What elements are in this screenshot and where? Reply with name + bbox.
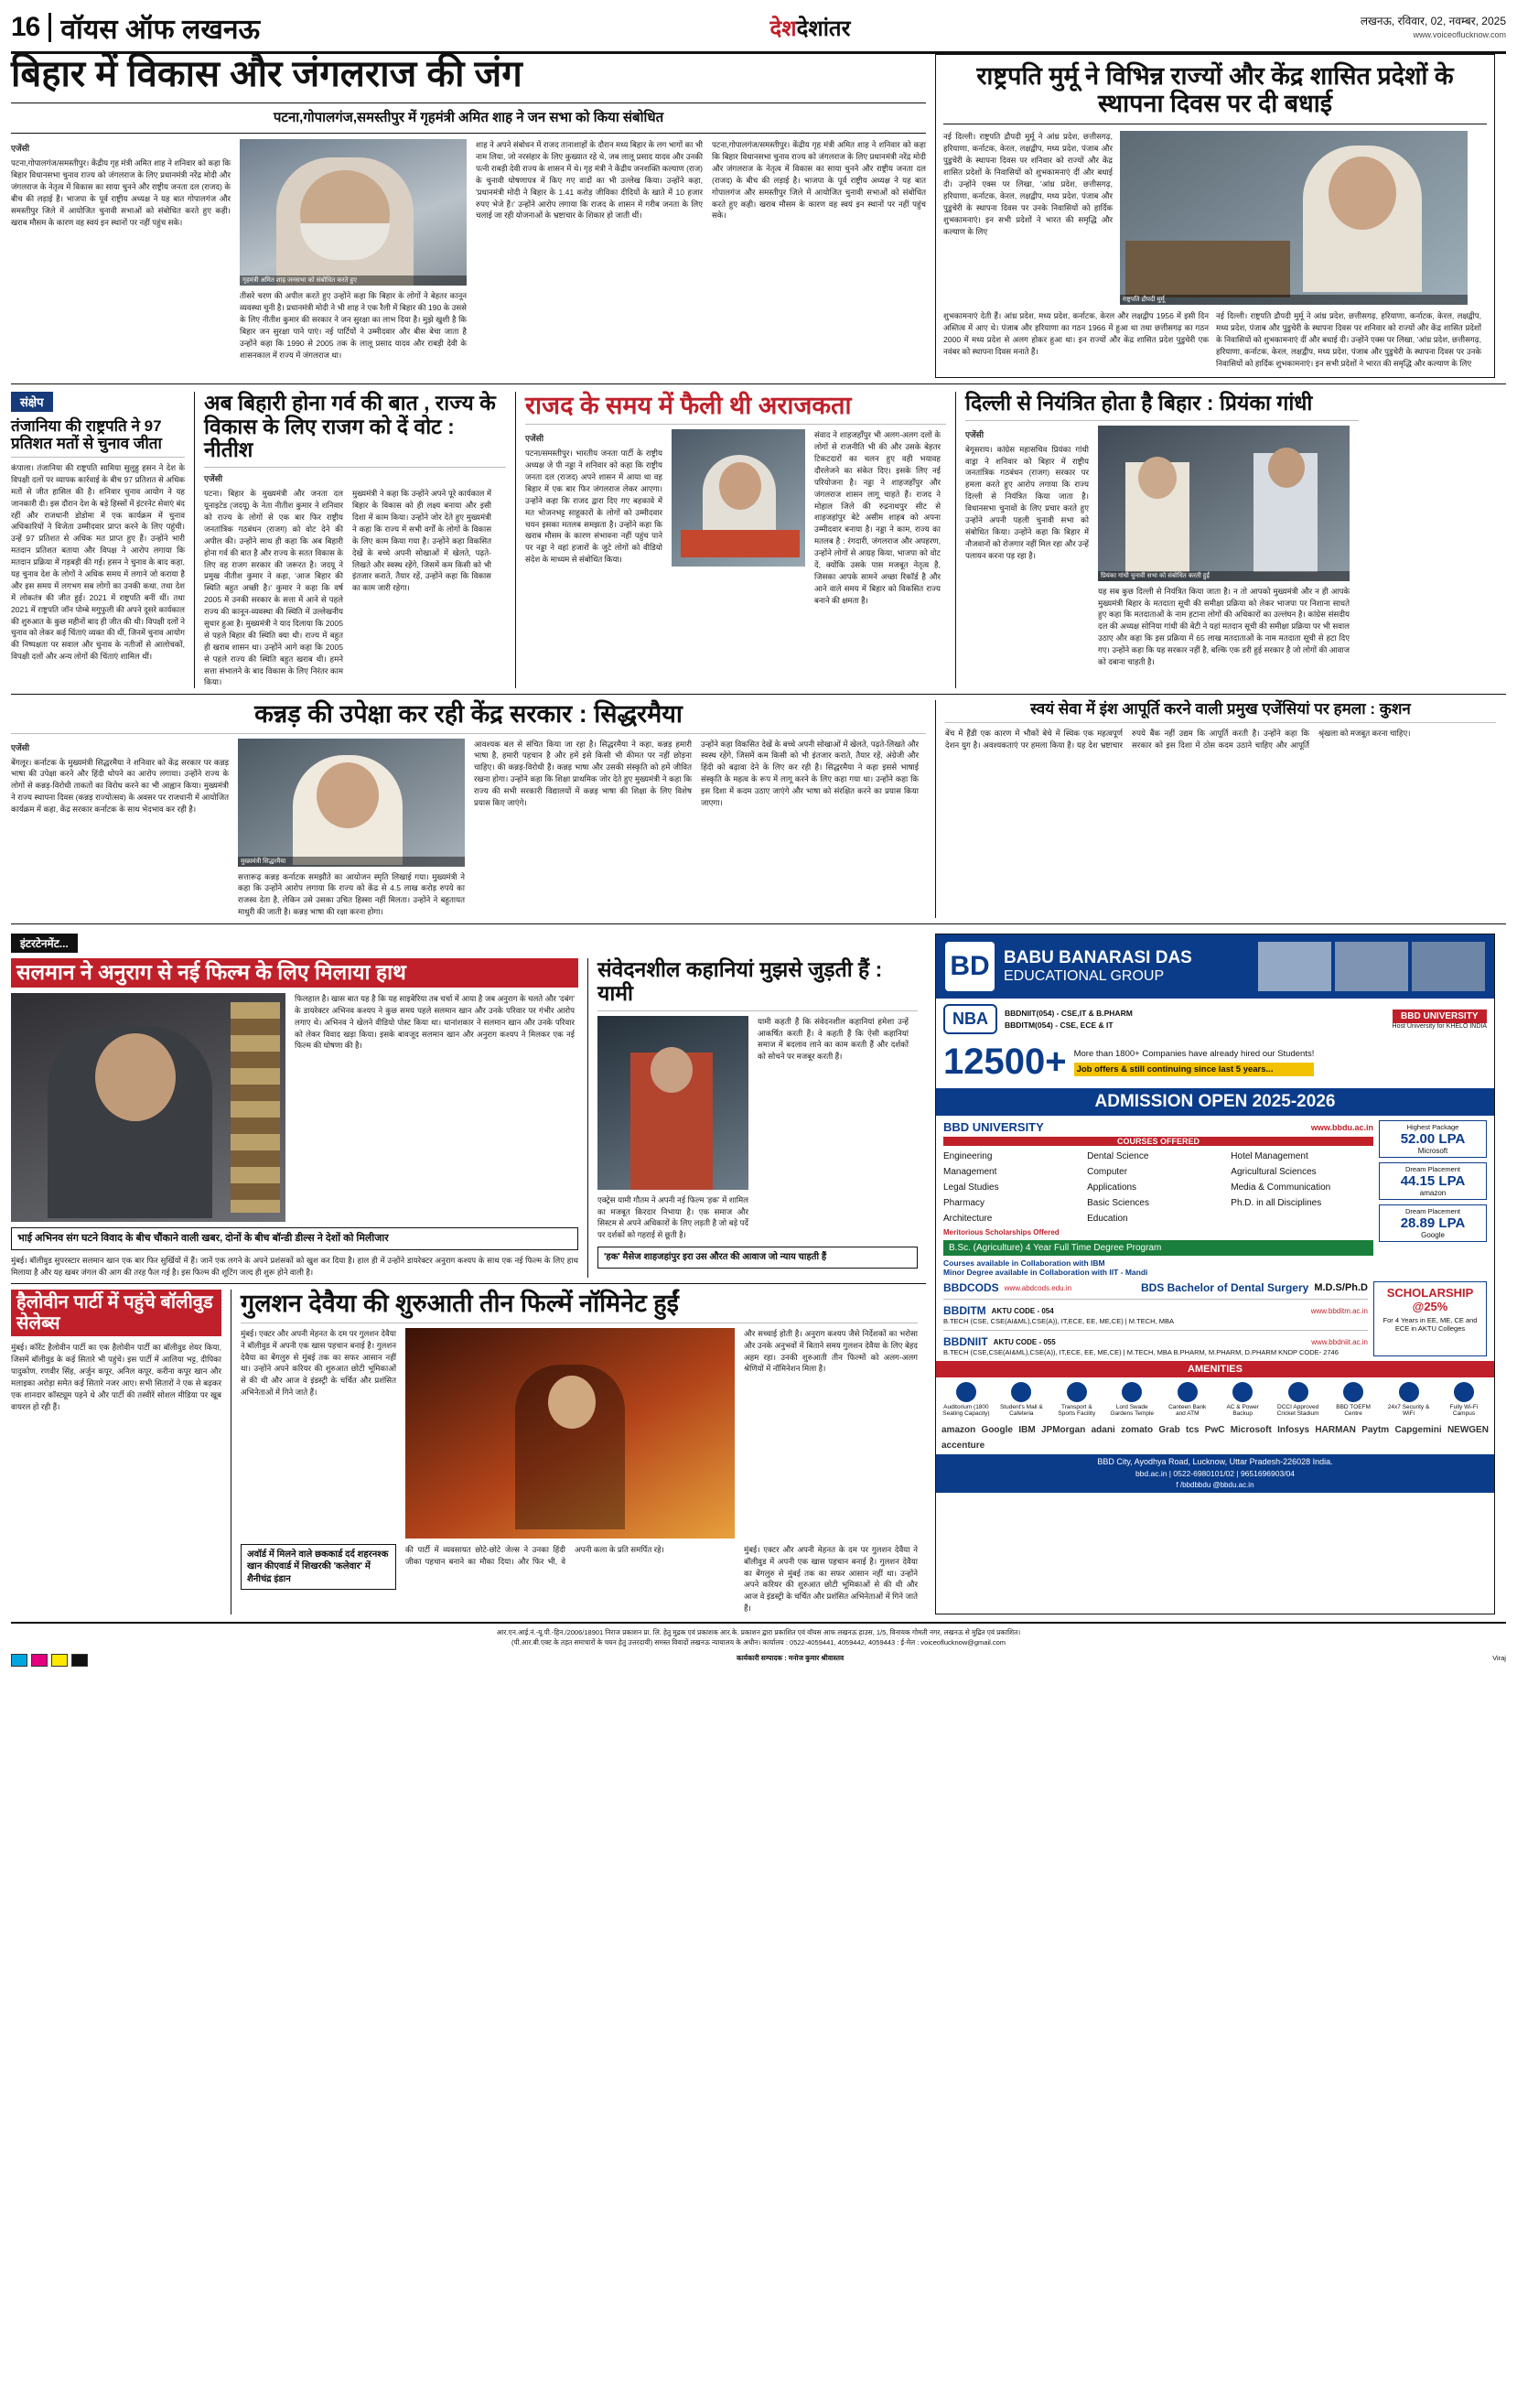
ad-package-label: Dream Placement	[1404, 1165, 1461, 1174]
section-title-red: देश	[769, 16, 797, 41]
amenity-item: Fully Wi-Fi Campus	[1439, 1382, 1489, 1417]
halloween-headline: हैलोवीन पार्टी में पहुंचे बॉलीवुड सेलेब्स	[16, 1292, 213, 1334]
ad-college-courses: B.TECH (CSE, CSE(AI&ML),CSE(A)), IT,ECE, EE, ME,CE) | M.TECH, MBA	[943, 1317, 1174, 1326]
yami-col-2: यामी कहती हैं कि संवेदनशील कहानियां हमेशा उन्हें आकर्षित करती हैं। वे कहती हैं कि ऐसी कहानियां समाज में बदलाव लाने का काम करती हैं और दर्शकों को सोचने पर मजबूर करती हैं।	[758, 1016, 909, 1062]
lead-col-4: पटना,गोपालगंज/समस्तीपुर। केंद्रीय गृह मंत्री अमित शाह ने शनिवार को कहा कि बिहार विधानसभा चुनाव राज्य को जंगलराज के लिए प्रधानमंत्री नरेंद्र मोदी और जंगलराज के नेतृत्व में विकास का साया चुनने और राष्ट्रीय जनता दल (राजद) के बीच की लड़ाई है। भाजपा के पूर्व राष्ट्रीय अध्यक्ष ने यह बात गोपालगंज और समस्तीपुर जिले में आयोजित चुनावी सभाओं को संबोधित करते हुए कही। खराब मौसम के कारण वह स्वयं इन स्थानों पर नहीं पहुंच सके।	[712, 140, 926, 221]
ad-college-name: BBDITM	[943, 1304, 986, 1318]
ad-agri-line: B.Sc. (Agriculture) 4 Year Full Time Degree Program	[943, 1240, 1373, 1256]
yami-photo	[597, 1016, 748, 1190]
middle-section	[11, 392, 1506, 688]
ad-nba-line-1: BBDNIIT(054) - CSE,IT & B.PHARM	[1005, 1008, 1133, 1018]
gulshan-col-1: मुंबई। एक्टर और अपनी मेहनत के दम पर गुलशन देवैया ने बॉलीवुड में अपनी एक खास पहचान बनाई है। गुलशन देवैया का बेंगलुरु से मुंबई तक का सफर आसान नहीं था। उन्होंने अपने करियर की शुरुआत छोटी भूमिकाओं से की थी और आज वे इंडस्ट्री के चर्चित और प्रशंसित अभिनेताओं में गिने जाते हैं।	[241, 1328, 396, 1398]
entertainment-tag: इंटरटेनमेंट...	[11, 934, 78, 953]
ad-scholarship-small: For 4 Years in EE, ME, CE and ECE in AKTU Colleges	[1383, 1316, 1478, 1334]
nitish-story	[194, 392, 506, 688]
amenity-icon	[1288, 1382, 1308, 1402]
recruiter-logo: Google	[981, 1425, 1013, 1436]
footer-line-2: (पी.आर.बी.एक्ट के तहत समाचारों के चयन हेतु उत्तरदायी) समस्त विवादों लखनऊ न्यायालय के अधीन। कार्यालय : 0522-4059441, 4059442, 4059443 : ई-मेल : voiceoflucknow@gmail.com	[511, 1638, 1006, 1647]
ad-course-item: Hotel Management	[1231, 1151, 1308, 1162]
amenity-icon	[1232, 1382, 1253, 1402]
amenity-icon	[1454, 1382, 1474, 1402]
ad-package-company: Microsoft	[1417, 1147, 1448, 1156]
footer-editor: कार्यकारी सम्पादक : मनोज कुमार श्रीवास्तव	[736, 1653, 845, 1662]
recruiter-logo: accenture	[941, 1441, 985, 1452]
yami-story	[587, 958, 918, 1278]
amenity-item: 24x7 Security & WiFi	[1384, 1382, 1434, 1417]
salman-story	[11, 958, 578, 1278]
recruiter-logo: JPMorgan	[1040, 1425, 1086, 1436]
recruiter-logo: tcs	[1186, 1425, 1200, 1436]
lead-agency: एजेंसी	[11, 144, 30, 154]
ad-college-name: BBDNIIT	[943, 1335, 988, 1349]
ad-amenities-list	[936, 1377, 1494, 1421]
ad-nba-band: NBA BBDNIIT(054) - CSE,IT & B.PHARM BBDITM(054) - CSE, ECE & IT BBD UNIVERSITY Host University for KHELO INDIA	[936, 999, 1494, 1040]
masthead-divider	[48, 13, 51, 42]
website-url: www.voiceoflucknow.com	[1413, 30, 1506, 40]
priyanka-agency: एजेंसी	[965, 429, 984, 439]
ad-college-name: BBDCODS	[943, 1281, 999, 1295]
page-number: 16	[11, 12, 40, 42]
ad-address: BBD City, Ayodhya Road, Lucknow, Uttar Pradesh-226028 India.	[936, 1454, 1494, 1469]
ad-group-sub: EDUCATIONAL GROUP	[1004, 967, 1165, 984]
rjd-col-1: पटना/समस्तीपुर। भारतीय जनता पार्टी के राष्ट्रीय अध्यक्ष जे पी नड्डा ने शनिवार को कहा कि राष्ट्रीय जनता दल (राजद) अपने शासन में आया था वह बिहार में एक बार फिर जंगलराज लेकर आएगा। उन्होंने कहा कि राजद द्वारा दिए गए बहकावे में मत भोजनभट्ट साहूकारों के लोगों को उम्मीदवार चयन इसका मतलब समझता है। उन्होंने कहा कि खराब मौसम के कारण संभावना नहीं पहुंच पाने पर नड्डा ने वहां हजारों के जुटे लोगों को वीडियो संदेश के माध्यम से संबोधित किया।	[525, 448, 662, 565]
recruiter-logo: PwC	[1204, 1425, 1225, 1436]
amenity-item: Transport & Sports Facility	[1052, 1382, 1102, 1417]
ad-package-value: 52.00 LPA	[1400, 1131, 1466, 1148]
ad-job-offers: Job offers & still continuing since last 5 years...	[1074, 1063, 1315, 1076]
recruiter-logo: adani	[1091, 1425, 1115, 1436]
ad-college-url[interactable]: www.bbditm.ac.in	[1310, 1306, 1368, 1315]
ad-course-item: Architecture	[943, 1214, 993, 1225]
gulshan-col-2: और सच्चाई होती है। अनुराग कश्यप जैसे निर्देशकों का भरोसा और उनके अनुभवों में बिताने समय गुलशन देवैया के लिए बेहद अहम रहा। उनकी शुरुआती तीन फिल्मों को अलग-अलग श्रेणियों में नॉमिनेशन मिला है।	[744, 1328, 918, 1374]
rjd-story	[515, 392, 946, 688]
ad-package-company: Google	[1421, 1231, 1445, 1240]
nadda-photo	[672, 429, 805, 567]
lead-headline: बिहार में विकास और जंगलराज की जंग	[11, 54, 522, 94]
ad-college-extra: M.D.S/Ph.D	[1314, 1282, 1368, 1294]
ad-university-url[interactable]: www.bbdu.ac.in	[1310, 1122, 1373, 1132]
cmyk-m	[31, 1654, 48, 1667]
cmyk-c	[11, 1654, 27, 1667]
halloween-story	[11, 1290, 221, 1614]
ad-course-item: Dental Science	[1087, 1151, 1149, 1162]
president-story	[935, 54, 1495, 378]
ad-header	[936, 934, 1494, 999]
amenity-icon	[956, 1382, 976, 1402]
paper-name: वॉयस ऑफ लखनऊ	[60, 14, 261, 45]
president-headline: राष्ट्रपति मुर्मू ने विभिन्न राज्यों और केंद्र शासित प्रदेशों के स्थापना दिवस पर दी बधाई	[976, 62, 1454, 118]
sid-col-4: उन्होंने कहा विकसित देखें के बच्चे अपनी सोखाओं में खेलते, पढ़ते-लिखते और स्वस्थ रहेंगे, जिसमें कम किसी को भी इंतजार कराते, तैयार रहें, अंग्रेजी और हिंदी को बढ़ावा देने के लिए कर रही है। सिद्धरमैया ने कहा इससे भाषाई संस्कृति के महत्व के रूप में लागू करने के लिए कहा गया था। उन्होंने कहा कि इस दिशा में कदम उठाए जाएंगे और भाषा को संरक्षित करने का प्रयास किया जाएगा।	[701, 739, 919, 807]
ad-college-code: AKTU CODE - 054	[991, 1306, 1054, 1315]
priyanka-headline: दिल्ली से नियंत्रित होता है बिहार : प्रियंका गांधी	[965, 390, 1313, 415]
ad-course-item: Management	[943, 1167, 997, 1178]
top-section	[11, 54, 1506, 378]
ad-contact[interactable]: bbd.ac.in | 0522-6980101/02 | 9651696903/04	[936, 1469, 1494, 1481]
president-col-3: नई दिल्ली। राष्ट्रपति द्रौपदी मुर्मू ने आंध्र प्रदेश, छत्तीसगढ़, हरियाणा, कर्नाटक, केरल, लक्षद्वीप, मध्य प्रदेश, पंजाब और पुडुचेरी के स्थापना दिवस पर शनिवार को राज्यों और केंद्र शासित प्रदेशों के निवासियों को शुभकामनाएं दीं और बधाई दी। उन्होंने एक्स पर लिखा, 'आंध्र प्रदेश, छत्तीसगढ़, हरियाणा, कर्नाटक, केरल, लक्षद्वीप, मध्य प्रदेश, पंजाब और पुडुचेरी के स्थापना दिवस पर उनके निवासियों को हार्दिक शुभकामनाएं। इन सभी प्रदेशों ने भारत की समृद्धि और कल्याण के लिए	[1216, 311, 1481, 369]
rjd-headline: राजद के समय में फैली थी अराजकता	[525, 391, 852, 419]
ad-scholarship-big: SCHOLARSHIP @25%	[1386, 1286, 1474, 1314]
recruiter-logo: NEWGEN	[1447, 1425, 1489, 1436]
amenity-icon	[1399, 1382, 1419, 1402]
section-title	[260, 13, 1361, 43]
sangrah-column	[11, 392, 185, 688]
ad-college-courses: B.TECH (CSE,CSE(AI&ML),CSE(A)), IT,ECE, EE, ME,CE) | M.TECH, MBA B.PHARM, M.PHARM, D.PHARM KNDP CODE- 2746	[943, 1348, 1339, 1357]
sangrah-label: संक्षेप	[11, 392, 53, 412]
salman-highlight: भाई अभिनव संग घटने विवाद के बीच चौंकाने वाली खबर, दोनों के बीच बॉन्डी डील्स ने देशों को मिलीजार	[17, 1232, 389, 1244]
priyanka-story	[955, 392, 1359, 688]
ad-bbd-university-tag: BBD UNIVERSITY	[1393, 1010, 1487, 1023]
ad-placement-number: 12500+	[943, 1042, 1067, 1083]
president-photo	[1120, 131, 1468, 305]
gulshan-col-4: मुंबई। एक्टर और अपनी मेहनत के दम पर गुलशन देवैया ने बॉलीवुड में अपनी एक खास पहचान बनाई है। गुलशन देवैया का बेंगलुरु से मुंबई तक का सफर आसान नहीं था। उन्होंने अपने करियर की शुरुआत छोटी भूमिकाओं से की थी और आज वे इंडस्ट्री के चर्चित और प्रशंसित अभिनेताओं में गिने जाते हैं।	[744, 1544, 918, 1614]
ad-college-url[interactable]: www.bbdniit.ac.in	[1311, 1337, 1368, 1346]
sid-col-1: बेंगलूर। कर्नाटक के मुख्यमंत्री सिद्धरमैया ने शनिवार को केंद्र सरकार पर कन्नड़ भाषा की उपेक्षा करने और हिंदी थोपने का आरोप लगाया। उन्होंने राज्य के लोगों से कन्नड़-विरोधी ताकतों का विरोध करने का भी आह्वान किया। मुख्यमंत्री ने राज्य स्थापना दिवस (कन्नड़ राज्योत्सव) के अवसर पर राजधानी में आयोजित कार्यक्रम में कहा, केंद्र सरकार कर्नाटक के साथ भेदभाव कर रही है।	[11, 757, 229, 815]
sangrah-headline: तंजानिया की राष्ट्रपति ने 97 प्रतिशत मतों से चुनाव जीता	[11, 416, 162, 452]
advertisement[interactable]	[935, 934, 1495, 1614]
amenity-item: AC & Power Backup	[1218, 1382, 1267, 1417]
priyanka-col-1: बेगूसराय। कांग्रेस महासचिव प्रियंका गांधी वाड्रा ने शनिवार को बिहार में राष्ट्रीय जनतांत्रिक गठबंधन (राजग) सरकार पर हमला करते हुए आरोप लगाया कि राज्य दिल्ली से नियंत्रित किया जाता है। विधानसभा चुनावों के लिए प्रचार करते हुए उन्होंने अपनी पहली चुनावी सभा को संबोधित किया। उन्होंने कहा कि बिहार में नौजवानों को रोजगार नहीं मिल रहा और उन्हें पलायन करना पड़ रहा है।	[965, 444, 1089, 560]
lead-subhead: पटना,गोपालगंज,समस्तीपुर में गृहमंत्री अमित शाह ने जन सभा को किया संबोधित	[273, 109, 664, 125]
ad-package-label: Highest Package	[1406, 1123, 1459, 1132]
rjd-agency: एजेंसी	[525, 434, 544, 444]
gulshan-photo	[405, 1328, 735, 1539]
nitish-col-1: पटना। बिहार के मुख्यमंत्री और जनता दल यूनाइटेड (जदयू) के नेता नीतीश कुमार ने शनिवार को राज्य के लोगों से एक बार फिर राष्ट्रीय जनतांत्रिक गठबंधन (राजग) को वोट देने की अपील की। उन्होंने साथ ही कहा कि अब बिहारी होना गर्व की बात है और राज्य के सतत विकास के लिए वह राजग सरकार की जरूरत है। जदयू ने प्रमुख नीतीश कुमार ने कहा, 'आज बिहार की स्थिति बहुत अच्छी है।' कुमार ने कहा कि वर्ष 2005 में उनकी सरकार के सत्ता में आने से पहले राज्य की कानून-व्यवस्था की स्थिति में उल्लेखनीय सुधार हुआ है। मुख्यमंत्री ने याद दिलाया कि 2005 से पहले बिहार की स्थिति क्या थी। राज्य में बहुत ही खराब शासन था। उन्होंने आगे कहा कि 2005 से पहले राज्य की स्थिति बहुत खराब थी। हमने सत्ता संभालने के बाद विकास के लिए निरंतर काम किया।	[204, 489, 343, 687]
siddaramaiah-headline: कन्नड़ की उपेक्षा कर रही केंद्र सरकार : सिद्धरमैया	[254, 700, 683, 729]
ad-course-item: Basic Sciences	[1087, 1198, 1149, 1209]
lead-col-3: शाह ने अपने संबोधन में राजद तानाशाहों के दौरान मध्य बिहार के लग भागों का भी नाम लिया, जो नरसंहार के लिए कुख्यात रहे थे, जब लालू प्रसाद यादव और उनकी पत्नी राबड़ी देवी राज्य के शासन में थे। गृह मंत्री ने केंद्रीय जनशक्ति कल्याण (राज) के चुनावी घोषणापत्र में किए गए वादों का भी उल्लेख किया। उन्होंने कहा, 'प्रधानमंत्री मोदी ने बिहार के 1.41 करोड़ जीविका दीदियों के खाते में 10 हजार रुपए भेजे हैं।' उन्होंने आरोप लगाया कि राजद के शासन में गरीब जनता के लिए चलाई जा रही योजनाओं के भ्रष्टाचार के शिकार हो जाती थीं।	[476, 140, 703, 221]
halloween-body: मुंबई। कॉरेंट हैलोवीन पार्टी का एक हैलोवीन पार्टी का बॉलीवुड शेयर किया, जिसमें बॉलीवुड के कई सितारे भी पहुंचे। इस पार्टी में आलिया भट्ट, दीपिका पादुकोण, रणवीर सिंह, अर्जुन कपूर, अनिल कपूर, करीना कपूर खान और मलाइका अरोड़ा समेत कई सितारे नजर आए। सभी सितारों ने एक से बढ़कर एक शानदार कॉस्ट्यूम पहने थे और पार्टी की तस्वीरें सोशल मीडिया पर खूब वायरल हो रही हैं।	[11, 1343, 221, 1411]
lead-photo-caption: गृहमंत्री अमित शाह जनसभा को संबोधित करते हुए	[240, 275, 467, 286]
ad-group-name: BABU BANARASI DAS	[1004, 947, 1192, 967]
ad-course-item: Applications	[1087, 1182, 1137, 1193]
recruiter-logo: IBM	[1018, 1425, 1036, 1436]
ad-logo: BD	[945, 942, 995, 991]
lead-col-2: तीसरे चरण की अपील करते हुए उन्होंने कहा कि बिहार के लोगों ने बेहतर कानून व्यवस्था चुनी है। प्रधानमंत्री मोदी ने भी शाह ने एक रैली में बिहार की 190 के उससे के लिए नीतीश कुमार की सरकार ने जन सुरक्षा का लाभ दिया है। मुझे खुशी है कि बिहार जन सुरक्षा पाने पाएं। नई पार्टियों ने उम्मीदवार और बीस बेचा जाता है उन्होंने कहा कि 1990 से 2005 तक के लालू प्रसाद यादव और राबड़ी देवी के शासनकाल में राज्य में जंगलराज था।	[240, 291, 467, 360]
president-col-1: नई दिल्ली। राष्ट्रपति द्रौपदी मुर्मू ने आंध्र प्रदेश, छत्तीसगढ़, हरियाणा, कर्नाटक, केरल, लक्षद्वीप, मध्य प्रदेश, पंजाब और पुडुचेरी के स्थापना दिवस पर शनिवार को राज्यों और केंद्र शासित प्रदेशों के निवासियों को शुभकामनाएं दीं और बधाई दी। उन्होंने एक्स पर लिखा, 'आंध्र प्रदेश, छत्तीसगढ़, हरियाणा, कर्नाटक, केरल, लक्षद्वीप, मध्य प्रदेश, पंजाब और पुडुचेरी के स्थापना दिवस पर उनके निवासियों को हार्दिक शुभकामनाएं। इन सभी प्रदेशों ने भारत की समृद्धि और कल्याण के लिए	[943, 132, 1113, 236]
salman-col-1: फिलहाल है। खास बात यह है कि यह साइबेरिया तब चर्चा में आया है जब अनुराग के चलते और 'दबंग' के डायरेक्टर अभिनव कश्यप ने कुछ समय पहले सलमान खान और उनके परिवार पर गंभीर आरोप लगाए थे। अभिनव ने खेलने वीडियो पोस्ट किया था। धानांशकार ने सलमान खान और उनके परिवार को लेकर विवाद खड़ा किया। इसके बावजूद सलमान खान और अनुराग कश्यप ने मिलकर एक नई फिल्म की घोषणा की है।	[295, 993, 575, 1051]
ad-amenities-title: AMENITIES	[936, 1361, 1494, 1377]
dateline-block	[1361, 13, 1506, 42]
amenity-item: Canteen Bank and ATM	[1163, 1382, 1212, 1417]
lead-col-1: पटना,गोपालगंज/समस्तीपुर। केंद्रीय गृह मंत्री अमित शाह ने शनिवार को कहा कि बिहार विधानसभा चुनाव राज्य को जंगलराज के लिए प्रधानमंत्री नरेंद्र मोदी और जंगलराज के नेतृत्व में विकास का साया चुनने और राष्ट्रीय जनता दल (राजद) के बीच की लड़ाई है। भाजपा के पूर्व राष्ट्रीय अध्यक्ष ने यह बात गोपालगंज और समस्तीपुर जिले में आयोजित चुनावी सभाओं को संबोधित करते हुए कही। खराब मौसम के कारण वह स्वयं इन स्थानों पर नहीं पहुंच सके।	[11, 158, 231, 227]
ad-ibm-line: Courses available in Collaboration with IBM	[943, 1258, 1105, 1269]
ad-package-value: 28.89 LPA	[1400, 1215, 1466, 1232]
gulshan-highlight: अवॉर्ड में मिलने वाले छककार्ड दर्द शहरनश्क खान कीएवार्ड में शिखरकी 'कलेवार' में शैनीचंद्र इंडान	[247, 1549, 389, 1584]
nitish-agency: एजेंसी	[204, 474, 223, 484]
cmyk-y	[51, 1654, 68, 1667]
ad-course-item: Pharmacy	[943, 1198, 985, 1209]
entertainment-section	[11, 934, 1506, 1614]
footer	[11, 1622, 1506, 1667]
priyanka-photo	[1098, 426, 1350, 581]
swayam-story	[935, 700, 1496, 918]
masthead	[11, 9, 1506, 54]
ad-course-item: Agricultural Sciences	[1231, 1167, 1317, 1178]
recruiter-logo: Grab	[1158, 1425, 1180, 1436]
priyanka-photo-caption: प्रियंका गांधी चुनावी सभा को संबोधित करती हुईं	[1098, 571, 1350, 581]
ad-college-code: AKTU CODE - 055	[993, 1337, 1056, 1346]
second-row	[11, 700, 1506, 918]
yami-headline: संवेदनशील कहानियां मुझसे जुड़ती हैं : यामी	[597, 957, 883, 1005]
rjd-col-2: संवाद ने शाहजहाँपुर भी अलग-अलग दलों के लोगों से राजनीति भी की और उसके बेहतर टिकटदारों का चलन हुए वही भयावह दौरलेजने का संकेत दिए। इसके लिए नई परियोजना है। नड्डा ने शाहजहाँपुर और जंगलराज शासन लागू चाहते हैं। राजद ने मोहाल जिले की रुद्रनाथपुर सीट से शाहजहांपुर बेटे असीम शाहब को अपना उम्मीदवार बनाया है। नड्डा ने काम, राज्य का मतलब है : रंगदारी, जंगलराज और अपहरण, उन्होंने लोगों से आग्रह किया, भाजपा को वोट दें, क्योंकि उसके पास मजबूत नेतृत्व है, जिसका आपके सामने अच्छा रिकॉर्ड है और आने वाले समय में बिहार को विकसित राज्य बनाने की क्षमता है।	[814, 430, 941, 605]
salman-photo	[11, 993, 285, 1222]
ad-college-url[interactable]: www.abdcods.edu.in	[1004, 1283, 1072, 1292]
amenity-item: Auditorium (1800 Seating Capacity)	[941, 1382, 991, 1417]
ad-course-item: Computer	[1087, 1167, 1128, 1178]
salman-headline: सलमान ने अनुराग से नई फिल्म के लिए मिलाया हाथ	[16, 960, 406, 985]
recruiter-logo: Paytm	[1361, 1425, 1390, 1436]
ad-host-tag: Host University for KHELO INDIA	[1392, 1022, 1487, 1030]
amenity-item: DCCI Approved Cricket Stadium	[1274, 1382, 1323, 1417]
ad-package-value: 44.15 LPA	[1400, 1173, 1466, 1190]
ad-course-item: Engineering	[943, 1151, 993, 1162]
priyanka-col-2: यह सब कुछ दिल्ली से नियंत्रित किया जाता है। न तो आपको मुख्यमंत्री और न ही आपके मुख्यमंत्री बिहार के मतदाता सूची की समीक्षा प्रक्रिया को लेकर भाजपा पर निशाना साधते हुए कहा कि मतदाताओं के नाम हटाना लोगों की अधिकारों का उल्लंघन है। कांग्रेस संसदीय दल की अध्यक्ष सोनिया गांधी की बेटी ने यहां मतदान सूची की समीक्षा प्रक्रिया पर भी सवाल उठाए और कहा कि इस प्रक्रिया में 65 लाख मतदाताओं के नाम मतदाता सूची से हटा दिए गए। उन्होंने कहा कि यह सरकार नहीं है, बल्कि एक डरी हुई सरकार है जो लोगों की आवाज को दबाना चाहती है।	[1098, 586, 1350, 667]
siddaramaiah-photo	[238, 739, 465, 867]
gulshan-col-3: की पार्टी में व्यवसायत छोटे-छोटे जेल्स ने उनका हिंदी जीका पहचान बनाने का मौका दिया। और फिर भी, वे अपनी कला के प्रति समर्पित रहे।	[405, 1544, 664, 1566]
gulshan-story	[231, 1290, 918, 1614]
amenity-icon	[1343, 1382, 1363, 1402]
footer-line-1: आर.एन.आई.नं.-यू.पी.-हिन./2006/18901 निराज प्रकाशन प्रा. लि. हेतु मुद्रक एवं प्रकाशक आर.के. प्रकाशन द्वारा प्रकाशित एवं वॉयस आफ लखनऊ हाउस, 1/5, विनायक गोमती नगर, लखनऊ से मुद्रित एवं प्रकाशित।	[496, 1628, 1021, 1637]
nitish-headline: अब बिहारी होना गर्व की बात , राज्य के विकास के लिए राजग को दें वोट : नीतीश	[204, 390, 496, 462]
ad-package-label: Dream Placement	[1404, 1207, 1461, 1216]
swayam-headline: स्वयं सेवा में इंश आपूर्ति करने वाली प्रमुख एजेंसियां पर हमला : कुशन	[1030, 700, 1411, 718]
amenity-item: Lord Swade Gardens Temple	[1107, 1382, 1157, 1417]
ad-nba-line-2: BBDITM(054) - CSE, ECE & IT	[1005, 1020, 1114, 1030]
ad-college-course: BDS Bachelor of Dental Surgery	[1140, 1281, 1309, 1295]
siddaramaiah-story	[11, 700, 926, 918]
sid-col-2: सत्तारूढ़ कन्नड़ कर्नाटक समझौते का आयोजन स्मृति लिखाई गया। मुख्यमंत्री ने कहा कि उन्होंने आरोप लगाया कि राज्य को केंद्र से 4.5 लाख करोड़ रुपये का राजस्व देता है, लेकिन उसे उसका उचित हिस्सा नहीं मिलता। उन्होंने ने बहुतायत माधुरी की जाती है। कन्नड़ भाषा की रक्षा करना होगा।	[238, 871, 465, 917]
entertainment-left	[11, 934, 926, 1614]
amenity-icon	[1178, 1382, 1198, 1402]
recruiter-logo: zomato	[1121, 1425, 1154, 1436]
yami-highlight: 'हक' मैसेज शाहजहांपुर इरा उस औरत की आवाज जो न्याय चाहती हैं	[604, 1252, 827, 1263]
ad-courses-header: COURSES OFFERED	[943, 1137, 1373, 1146]
recruiter-logo: Microsoft	[1230, 1425, 1272, 1436]
cmyk-k	[71, 1654, 88, 1667]
amenity-icon	[1122, 1382, 1142, 1402]
siddaramaiah-photo-caption: मुख्यमंत्री सिद्धरमैया	[238, 857, 465, 867]
ad-university-name: BBD UNIVERSITY	[943, 1120, 1044, 1135]
swayam-body: बेंच में हैंडी एक कारण में भौकों बेचे में स्थिक एक महत्वपूर्ण देशन युग है। अवश्यकताएं पर हमला किया है। यह देश भ्रष्टाचार रुपये बैंक नहीं उद्यम कि आपूर्ति करती है। उन्होंने कहा कि सरकार को इस दिशा में ठोस कदम उठाने चाहिए और आपूर्ति श्रृंखला को मजबूत करना चाहिए।	[945, 729, 1411, 750]
recruiter-logo: Infosys	[1277, 1425, 1310, 1436]
salman-col-2: मुंबई। बॉलीवुड सुपरस्टार सलमान खान एक बार फिर सुर्खियों में हैं। जानें एक लगने के अपने प्रशंसकों को खुश कर दिया है। हाल ही में उन्होंने डायरेक्टर अनुराग कश्यप के साथ एक नई फिल्म के लिए हाथ मिलाया है और यह खबर जंगल की आग की तरह फैल गई है। इस फिल्म की शूटिंग जल्द ही शुरू होने वाली है।	[11, 1255, 578, 1277]
sid-col-3: आवश्यक बल से संचित किया जा रहा है। सिद्धरमैया ने कहा, कन्नड़ हमारी भाषा है, हमारी पहचान है और हमें इसे किसी भी कीमत पर नहीं छोड़ना चाहिए। की कन्नड़-विरोधी हैं। कन्नड़ भाषा और उसकी संस्कृति को हमें जीवित रखना होगा। उन्होंने कहा कि शिक्षा प्राथमिक जोर देते हुए मुख्यमंत्री ने कहा कि राज्य की सभी सरकारी विद्यालयों में कन्नड़ भाषा की शिक्षा के लिए विशेष प्रयास किए जाएंगे।	[474, 739, 692, 807]
president-photo-caption: राष्ट्रपति द्रौपदी मुर्मू	[1120, 295, 1468, 305]
cmyk-marks	[11, 1654, 88, 1667]
president-col-2: शुभकामनाएं देती हैं। आंध्र प्रदेश, मध्य प्रदेश, कर्नाटक, केरल और लक्षद्वीप 1956 में इसी दिन अस्तित्व में आए थे। पंजाब और हरियाणा का गठन 1966 में हुआ था तथा छत्तीसगढ़ का गठन 2000 में मध्य प्रदेश से अलग होकर हुआ था। इन राज्यों और केंद्र शासित प्रदेश पुडुचेरी एक नवंबर को स्थापना दिवस मनाते हैं।	[943, 311, 1209, 357]
dateline: लखनऊ, रविवार, 02, नवम्बर, 2025	[1360, 15, 1506, 28]
lead-story	[11, 54, 926, 378]
yami-col-1: एक्ट्रेस यामी गौतम ने अपनी नई फिल्म 'हक' में शामिल का मजबूत किरदार निभाया है। एक समाज और सिस्टम से अपने अधिकारों के लिए लड़ती है जो बड़े पर्दे पर दर्शकों को गहराई से छूती है।	[597, 1194, 748, 1240]
ad-course-item: Legal Studies	[943, 1182, 999, 1193]
siddaramaiah-agency: एजेंसी	[11, 742, 30, 752]
lead-photo	[240, 139, 467, 286]
amenity-item: BBD TOEFM Centre	[1329, 1382, 1378, 1417]
sangrah-body: कंपाला। तंजानिया की राष्ट्रपति सामिया सुलुहु हसन ने देश के विपक्षी दलों पर व्यापक कार्रवाई के बीच 97 प्रतिशत से अधिक मतों से जीत हासिल की है। शनिवार चुनाव आयोग ने यह जानकारी दी। इस दौरान देश के बड़े हिस्सों में इंटरनेट सेवाएं बंद रहीं और राजधानी डोडोमा में एक कार्यक्रम में चुनाव अधिकारियों ने विजेता उम्मीदवार प्राप्त करने के लिए पहुंची। उन्हें 97 प्रतिशत से अधिक मत प्राप्त हुए हैं। उन्होंने भारी मतदान प्रतिशत बताया और विपक्ष ने आरोप लगाया कि मतदान प्रक्रिया में गड़बड़ी की गई। हसन ने चुनाव के बाद कहा, यह चुनाव देश के लोगों ने अधिक समय में लगाने जो कराया है और इस समय में लगभग सब लोगों का उनकी कथा, तथा देश में लोकतंत्र की जीत हुई। 2021 में राष्ट्रपति बनीं थीं। तथा 2021 में राष्ट्रपति जॉन पोम्बे मगुफुली की अपने दूसरे कार्यकाल की शुरुआत के कुछ महीनों बाद ही जीत की थी। विपक्षी दलों ने चुनाव को लेकर कई चिंताएं व्यक्त की थीं, जिनमें चुनाव आयोग की निष्पक्षता पर सवाल और चुनाव के नतीजों से आलोचकों, विपक्षी दलों और अन्य लोगों की चिंताएं शामिल थीं।	[11, 462, 185, 662]
ad-social[interactable]: f /bbdbbdu @bbdu.ac.in	[936, 1481, 1494, 1493]
ad-course-item: Ph.D. in all Disciplines	[1231, 1198, 1322, 1209]
ad-iit-line: Minor Degree available in Collaboration with IIT - Mandi	[943, 1268, 1148, 1278]
recruiter-logo: amazon	[941, 1425, 976, 1436]
ad-course-item: Media & Communication	[1231, 1182, 1331, 1193]
ad-admission-banner: ADMISSION OPEN 2025-2026	[936, 1088, 1494, 1116]
recruiter-logo: Capgemini	[1394, 1425, 1442, 1436]
recruiter-logo: HARMAN	[1315, 1425, 1356, 1436]
gulshan-headline: गुलशन देवैया की शुरुआती तीन फिल्में नॉमिनेट हुईं	[241, 1290, 679, 1318]
nitish-col-2: मुख्यमंत्री ने कहा कि उन्होंने अपने पूरे कार्यकाल में बिहार के विकास को ही लक्ष्य बनाया और इसी दिशा में काम किया। उन्होंने जोर देते हुए मुख्यमंत्री ने कहा कि राज्य में सभी वर्गों के लोगों के विकास के लिए काम किया गया है। उन्होंने कहा विकसित देखें के बच्चे अपनी सोखाओं में खेलते, पढ़ते-लिखते और स्वस्थ रहेंगे, जिसमें कम किसी को भी इंतजार कराते, तैयार रहें, उन्होंने कहा कि विकास का काम जारी रहेगा।	[352, 489, 491, 593]
footer-paper-tag: Viraj	[1492, 1653, 1506, 1662]
amenity-item: Student's Mall & Cafeteria	[996, 1382, 1046, 1417]
ad-package-company: amazon	[1419, 1189, 1447, 1198]
ad-course-item: Education	[1087, 1214, 1128, 1225]
ad-recruiters	[936, 1421, 1494, 1454]
ad-placement-text: More than 1800+ Companies have already hired our Students!	[1073, 1049, 1315, 1060]
amenity-icon	[1067, 1382, 1087, 1402]
section-title-black: देशांतर	[796, 16, 851, 41]
ad-scholarship-note: Meritorious Scholarships Offered	[943, 1228, 1060, 1237]
amenity-icon	[1011, 1382, 1031, 1402]
